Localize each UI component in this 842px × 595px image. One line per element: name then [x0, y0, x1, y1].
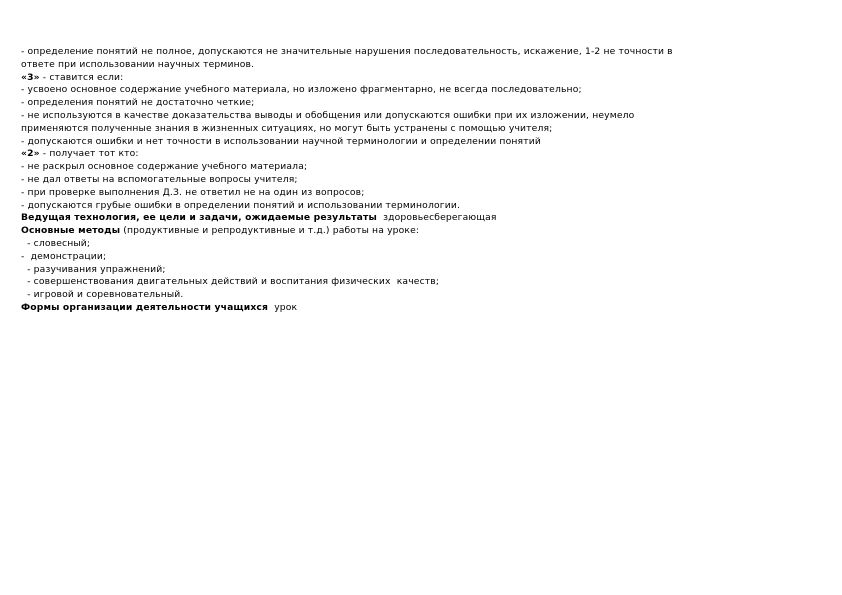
text-line: применяются полученные знания в жизненных ситуациях, но могут быть устранены с помощью учителя;	[21, 122, 553, 134]
forms-label: Формы организации деятельности учащихся	[21, 301, 269, 313]
grade-2-text: - получает тот кто:	[39, 148, 139, 160]
document-body	[21, 46, 811, 315]
text-line: - не дал ответы на вспомогательные вопросы учителя;	[21, 173, 298, 185]
technology-label: Ведущая технология, ее цели и задачи, ожидаемые результаты	[21, 212, 377, 224]
text-line: - не раскрыл основное содержание учебного материала;	[21, 161, 308, 173]
text-line: - усвоено основное содержание учебного материала, но изложено фрагментарно, не всегда последовательно;	[21, 84, 582, 96]
forms-heading	[21, 302, 811, 315]
grade-2-label: «2»	[21, 148, 40, 160]
text-line: - допускаются ошибки и нет точности в использовании научной терминологии и определении понятий	[21, 135, 541, 147]
grade-3-label: «3»	[21, 71, 40, 83]
methods-label: Основные методы	[21, 225, 121, 237]
methods-heading	[21, 225, 811, 238]
text-line: - допускаются грубые ошибки в определении понятий и использовании терминологии.	[21, 199, 461, 211]
grade-2-heading	[21, 148, 811, 161]
methods-text: (продуктивные и репродуктивные и т.д.) работы на уроке:	[120, 225, 420, 237]
text-line: - определения понятий не достаточно четкие;	[21, 97, 255, 109]
grade-3-heading	[21, 72, 811, 85]
text-line: - при проверке выполнения Д.З. не ответил не на один из вопросов;	[21, 186, 365, 198]
grade-3-text: - ставится если:	[39, 71, 124, 83]
text-line: - определение понятий не полное, допускаются не значительные нарушения последовательность, искажение, 1-2 не точности в	[21, 46, 673, 57]
list-item: - совершенствования двигательных действий и воспитания физических качеств;	[21, 276, 440, 288]
list-item: - демонстрации;	[21, 250, 107, 262]
list-item: - словесный;	[21, 237, 91, 249]
technology-value: здоровьесберегающая	[376, 212, 497, 224]
list-item: - игровой и соревновательный.	[21, 289, 184, 301]
technology-heading	[21, 212, 811, 225]
text-line: - не используются в качестве доказательства выводы и обобщения или допускаются ошибки при их изложении, неумело	[21, 109, 635, 121]
text-line: ответе при использовании научных терминов.	[21, 58, 255, 70]
list-item: - разучивания упражнений;	[21, 263, 166, 275]
forms-value: урок	[268, 301, 298, 313]
